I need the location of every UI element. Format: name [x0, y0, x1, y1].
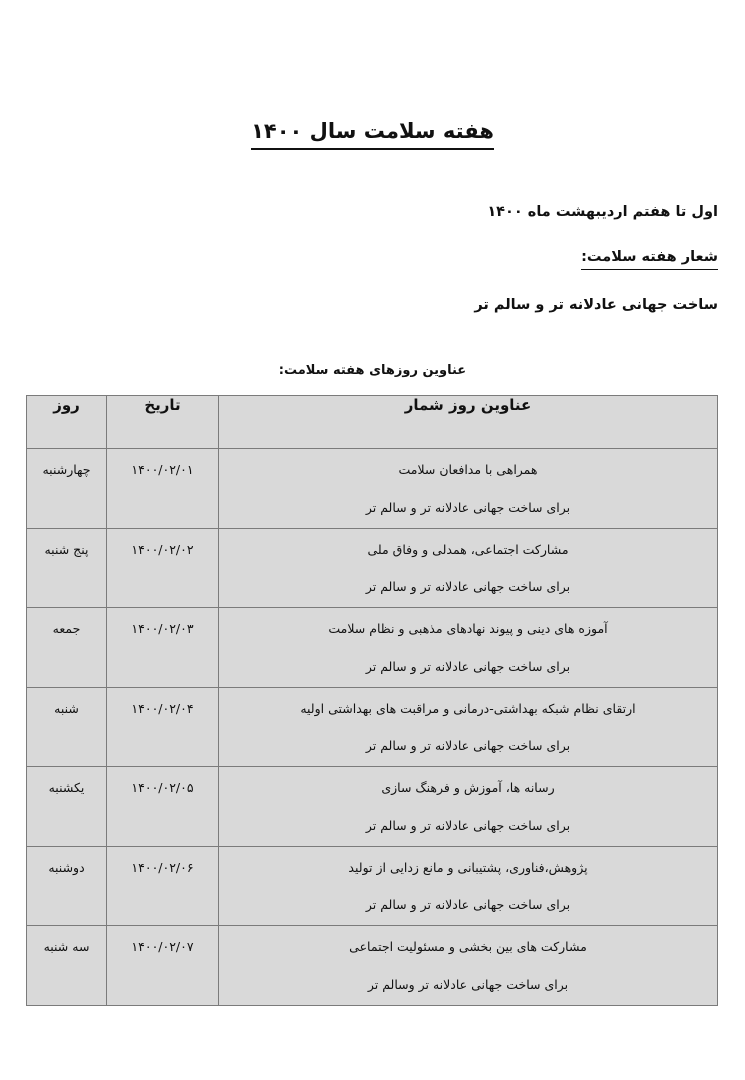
slogan-label-text: شعار هفته سلامت: [581, 248, 718, 271]
table-row [27, 608, 718, 688]
cell-date: ۱۴۰۰/۰۲/۰۷ [107, 926, 219, 1006]
cell-title-main: مشارکت اجتماعی، همدلی و وفاق ملی [367, 541, 569, 557]
table-row [27, 449, 718, 529]
schedule-table-wrapper [27, 395, 718, 1006]
date-range-line: اول تا هفتم اردیبهشت ماه ۱۴۰۰ [487, 204, 718, 220]
cell-title-main: همراهی با مدافعان سلامت [398, 462, 538, 477]
table-row [27, 687, 718, 767]
table-row [27, 528, 718, 608]
cell-title-sub: برای ساخت جهانی عادلانه تر وسالم تر [367, 976, 569, 992]
cell-title-sub: برای ساخت جهانی عادلانه تر و سالم تر [365, 817, 571, 833]
cell-title-main: پژوهش،فناوری، پشتیبانی و مانع زدایی از تولید [348, 859, 588, 875]
table-caption: عناوین روزهای هفته سلامت: [278, 363, 467, 378]
cell-date: ۱۴۰۰/۰۲/۰۵ [107, 767, 219, 847]
cell-title-main: آموزه های دینی و پیوند نهادهای مذهبی و نظام سلامت [328, 621, 608, 636]
cell-title-main: رسانه ها، آموزش و فرهنگ سازی [381, 780, 555, 795]
cell-titles [219, 528, 718, 608]
table-row [27, 767, 718, 847]
cell-titles [219, 449, 718, 529]
cell-title-sub: برای ساخت جهانی عادلانه تر و سالم تر [365, 738, 571, 754]
column-header-titles: عناوین روز شمار [219, 396, 718, 449]
page-title [0, 118, 745, 150]
slogan-label-line [28, 248, 718, 271]
cell-titles [219, 608, 718, 688]
cell-title-sub: برای ساخت جهانی عادلانه تر و سالم تر [365, 579, 571, 595]
cell-titles [219, 687, 718, 767]
cell-day: شنبه [27, 687, 107, 767]
cell-titles [219, 767, 718, 847]
cell-day: چهارشنبه [27, 449, 107, 529]
page-title-text: هفته سلامت سال ۱۴۰۰ [251, 118, 494, 150]
cell-day: یکشنبه [27, 767, 107, 847]
table-row [27, 926, 718, 1006]
column-header-day: روز [27, 396, 107, 449]
table-row [27, 846, 718, 926]
table-body [27, 449, 718, 1006]
cell-title-sub: برای ساخت جهانی عادلانه تر و سالم تر [365, 897, 571, 913]
cell-titles [219, 926, 718, 1006]
slogan-line: ساخت جهانی عادلانه تر و سالم تر [474, 297, 718, 314]
cell-day: پنج شنبه [27, 528, 107, 608]
cell-day: سه شنبه [27, 926, 107, 1006]
cell-title-sub: برای ساخت جهانی عادلانه تر و سالم تر [365, 499, 571, 515]
cell-date: ۱۴۰۰/۰۲/۰۶ [107, 846, 219, 926]
cell-title-sub: برای ساخت جهانی عادلانه تر و سالم تر [365, 658, 571, 674]
cell-date: ۱۴۰۰/۰۲/۰۲ [107, 528, 219, 608]
cell-date: ۱۴۰۰/۰۲/۰۳ [107, 608, 219, 688]
table-header-row [27, 396, 718, 449]
intro-block [28, 203, 718, 316]
cell-day: دوشنبه [27, 846, 107, 926]
cell-date: ۱۴۰۰/۰۲/۰۴ [107, 687, 219, 767]
cell-titles [219, 846, 718, 926]
cell-title-main: ارتقای نظام شبکه بهداشتی-درمانی و مراقبت های بهداشتی اولیه [300, 700, 636, 716]
column-header-date: تاریخ [107, 396, 219, 449]
schedule-table [26, 395, 718, 1006]
cell-day: جمعه [27, 608, 107, 688]
table-header [27, 396, 718, 449]
cell-date: ۱۴۰۰/۰۲/۰۱ [107, 449, 219, 529]
cell-title-main: مشارکت های بین بخشی و مسئولیت اجتماعی [349, 939, 587, 954]
